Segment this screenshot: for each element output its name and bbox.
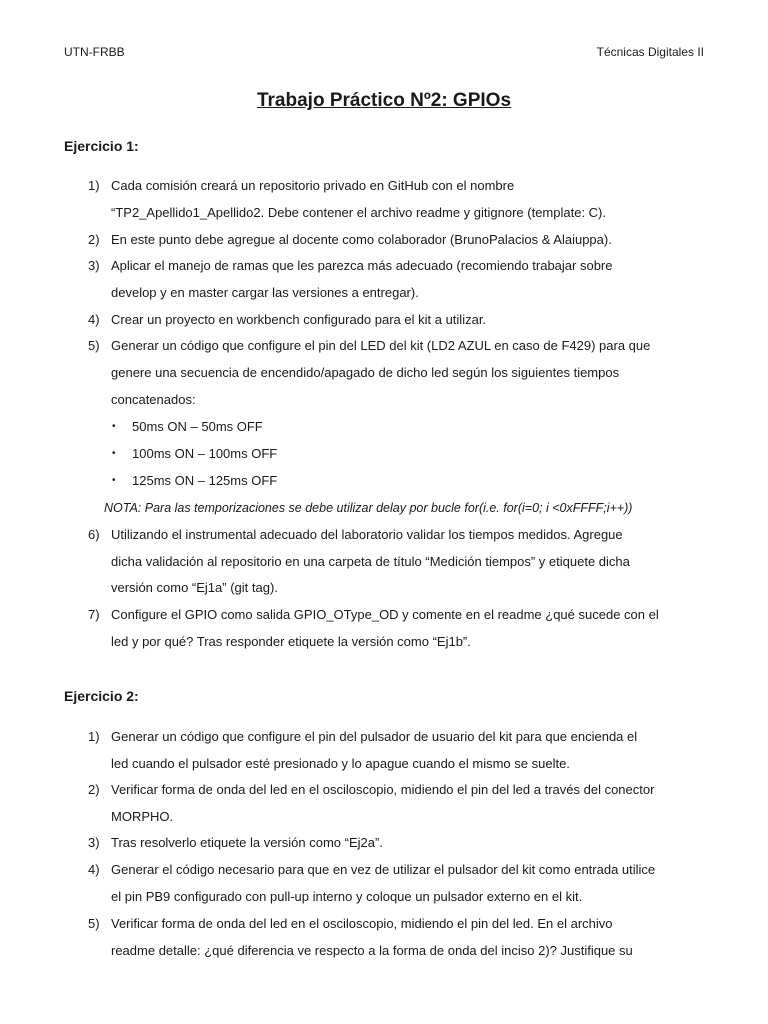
header-institution: UTN-FRBB	[64, 45, 125, 59]
list-item-text: Aplicar el manejo de ramas que les parezca más adecuado (recomiendo trabajar sobre	[111, 258, 613, 273]
list-item-text: Crear un proyecto en workbench configurado para el kit a utilizar.	[111, 312, 487, 327]
header-course: Técnicas Digitales II	[596, 45, 704, 59]
list-number: 1)	[88, 729, 100, 744]
bullet-icon: •	[112, 421, 116, 432]
list-item-text: readme detalle: ¿qué diferencia ve respecto a la forma de onda del inciso 2)? Justifique su	[111, 943, 633, 958]
list-item-text: el pin PB9 configurado con pull-up interno y coloque un pulsador externo en el kit.	[111, 889, 583, 904]
list-number: 7)	[88, 607, 100, 622]
list-item-text: “TP2_Apellido1_Apellido2. Debe contener el archivo readme y gitignore (template: C).	[111, 205, 606, 220]
list-item-text: Generar el código necesario para que en vez de utilizar el pulsador del kit como entrada utilice	[111, 862, 656, 877]
list-item-text: Verificar forma de onda del led en el osciloscopio, midiendo el pin del led. En el archivo	[111, 916, 613, 931]
list-item-text: dicha validación al repositorio en una carpeta de título “Medición tiempos” y etiquete dicha	[111, 554, 630, 569]
bullet-icon: •	[112, 475, 116, 486]
list-item-text: Utilizando el instrumental adecuado del laboratorio validar los tiempos medidos. Agregue	[111, 527, 623, 542]
list-number: 2)	[88, 782, 100, 797]
list-item-text: Generar un código que configure el pin del pulsador de usuario del kit para que encienda el	[111, 729, 638, 744]
bullet-icon: •	[112, 448, 116, 459]
bullet-item-text: 50ms ON – 50ms OFF	[132, 419, 263, 434]
list-item-text: led y por qué? Tras responder etiquete la versión como “Ej1b”.	[111, 634, 471, 649]
list-number: 2)	[88, 232, 100, 247]
list-number: 6)	[88, 527, 100, 542]
list-number: 3)	[88, 258, 100, 273]
list-item-text: Tras resolverlo etiquete la versión como “Ej2a”.	[111, 835, 383, 850]
list-item-text: Generar un código que configure el pin del LED del kit (LD2 AZUL en caso de F429) para que	[111, 338, 651, 353]
bullet-item-text: 125ms ON – 125ms OFF	[132, 473, 278, 488]
list-item-text: En este punto debe agregue al docente como colaborador (BrunoPalacios & Alaiuppa).	[111, 232, 612, 247]
list-item-text: Configure el GPIO como salida GPIO_OType_OD y comente en el readme ¿qué sucede con el	[111, 607, 659, 622]
list-number: 5)	[88, 916, 100, 931]
list-item-text: genere una secuencia de encendido/apagado de dicho led según los siguientes tiempos	[111, 365, 620, 380]
list-item-text: MORPHO.	[111, 809, 174, 824]
list-item-text: Cada comisión creará un repositorio privado en GitHub con el nombre	[111, 178, 515, 193]
list-item-text: led cuando el pulsador esté presionado y lo apague cuando el mismo se suelte.	[111, 756, 570, 771]
list-number: 4)	[88, 312, 100, 327]
list-item-text: Verificar forma de onda del led en el osciloscopio, midiendo el pin del led a través del conector	[111, 782, 655, 797]
list-number: 4)	[88, 862, 100, 877]
timing-note: NOTA: Para las temporizaciones se debe utilizar delay por bucle for(i.e. for(i=0; i <0xFFFF;i++))	[104, 501, 633, 515]
list-number: 3)	[88, 835, 100, 850]
exercise-1-heading: Ejercicio 1:	[64, 138, 139, 154]
list-number: 5)	[88, 338, 100, 353]
page-title: Trabajo Práctico Nº2: GPIOs	[256, 90, 512, 111]
list-item-text: versión como “Ej1a” (git tag).	[111, 580, 278, 595]
list-item-text: develop y en master cargar las versiones a entregar).	[111, 285, 419, 300]
exercise-2-heading: Ejercicio 2:	[64, 688, 139, 704]
bullet-item-text: 100ms ON – 100ms OFF	[132, 446, 278, 461]
list-number: 1)	[88, 178, 100, 193]
list-item-text: concatenados:	[111, 392, 196, 407]
